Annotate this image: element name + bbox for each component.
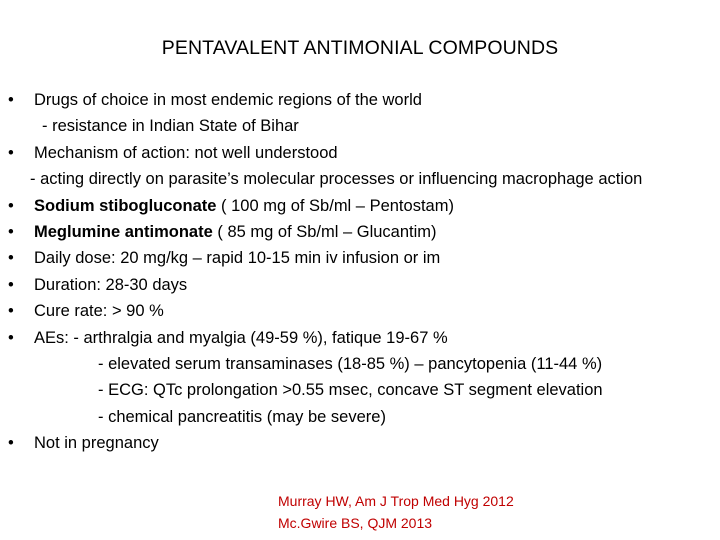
- list-subitem-text: - resistance in Indian State of Bihar: [42, 117, 299, 136]
- list-item-text: [34, 193, 454, 219]
- drug-detail: ( 100 mg of Sb/ml – Pentostam): [216, 196, 454, 215]
- drug-name: Sodium stibogluconate: [34, 196, 217, 215]
- list-item-text: Cure rate: > 90 %: [34, 302, 164, 321]
- list-item: [8, 325, 716, 351]
- list-subitem: [8, 377, 716, 403]
- list-subitem-text: - acting directly on parasite’s molecular processes or influencing macrophage action: [30, 170, 643, 189]
- list-item: [8, 219, 716, 245]
- list-item-text: Not in pregnancy: [34, 434, 159, 453]
- list-subitem-text: - elevated serum transaminases (18-85 %) – pancytopenia (11-44 %): [98, 354, 603, 373]
- list-item: [8, 87, 716, 113]
- bullet-icon: •: [8, 196, 14, 215]
- list-item: [8, 140, 716, 166]
- list-item: [8, 430, 716, 456]
- list-subitem: [8, 351, 716, 377]
- bullet-icon: •: [8, 434, 14, 453]
- references: [278, 490, 514, 534]
- bullet-icon: •: [8, 91, 14, 109]
- list-item-text: Daily dose: 20 mg/kg – rapid 10-15 min iv infusion or im: [34, 249, 441, 268]
- bullet-icon: •: [8, 302, 14, 321]
- list-item-text: [34, 219, 437, 245]
- list-item: [8, 272, 716, 298]
- bullet-icon: •: [8, 249, 14, 268]
- list-item-text: Mechanism of action: not well understood: [34, 143, 338, 162]
- list-subitem: [8, 166, 716, 192]
- drug-detail: ( 85 mg of Sb/ml – Glucantim): [212, 222, 437, 241]
- reference-item: Mc.Gwire BS, QJM 2013: [278, 515, 433, 531]
- list-item-text: Duration: 28-30 days: [34, 275, 188, 294]
- list-subitem: [8, 404, 716, 430]
- list-item-text: Drugs of choice in most endemic regions of the world: [34, 91, 422, 109]
- reference-item: Murray HW, Am J Trop Med Hyg 2012: [278, 493, 514, 509]
- bullet-list: [8, 87, 716, 456]
- slide-title: PENTAVALENT ANTIMONIAL COMPOUNDS: [161, 37, 559, 59]
- bullet-icon: •: [8, 222, 14, 241]
- list-item-text: AEs: - arthralgia and myalgia (49-59 %), fatique 19-67 %: [34, 328, 448, 347]
- list-subitem-text: - chemical pancreatitis (may be severe): [98, 407, 386, 426]
- bullet-icon: •: [8, 275, 14, 294]
- list-item: [8, 193, 716, 219]
- bullet-icon: •: [8, 328, 14, 347]
- list-subitem: [8, 113, 716, 139]
- bullet-icon: •: [8, 143, 14, 162]
- list-item: [8, 245, 716, 271]
- list-subitem-text: - ECG: QTc prolongation >0.55 msec, concave ST segment elevation: [98, 381, 603, 400]
- list-item: [8, 298, 716, 324]
- drug-name: Meglumine antimonate: [34, 222, 213, 241]
